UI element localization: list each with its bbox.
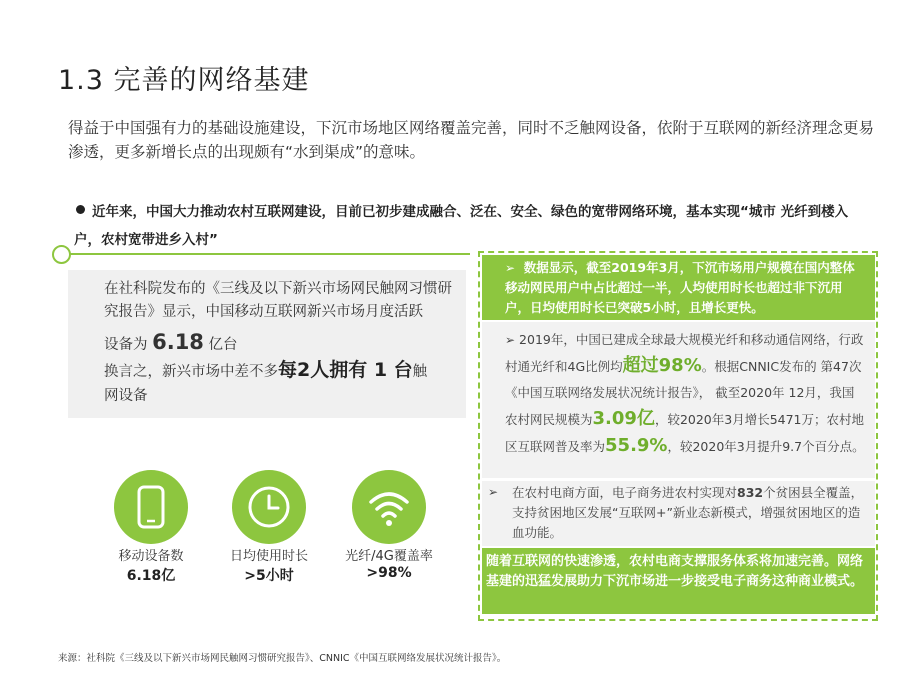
mobile-phone-icon xyxy=(114,470,188,544)
stat-ratio-line-end: 网设备 xyxy=(104,388,148,404)
panel-conclusion-text: 随着互联网的快速渗透，农村电商支撑服务体系将加速完善。网络基建的迅猛发展助力下沉市场进一步接受电子商务这种商业模式。 xyxy=(486,554,864,589)
divider-circle xyxy=(52,245,71,264)
icon-value-coverage: >98% xyxy=(366,565,412,581)
panel-top-text: ➢ 数据显示，截至2019年3月，下沉市场用户规模在国内整体移动网民用户中占比超过一半，人均使用时长也超过非下沉用户，日均使用时长已突破5小时，且增长更快。 xyxy=(505,260,855,315)
arrow-bullet-icon: ➢ xyxy=(505,333,516,347)
penetration-highlight: 55.9% xyxy=(605,435,668,456)
rural-users-highlight: 3.09亿 xyxy=(592,408,655,429)
intro-paragraph: 得益于中国强有力的基础设施建设，下沉市场地区网络覆盖完善，同时不乏触网设备，依附于互联网的新经济理念更易渗透，更多新增长点的出现颇有“水到渠成”的意味。 xyxy=(68,119,875,161)
divider-line xyxy=(70,253,470,255)
wifi-icon xyxy=(352,470,426,544)
device-count-value: 6.18 xyxy=(152,330,204,354)
icon-value-usage: >5小时 xyxy=(244,568,294,584)
bullet-text: 近年来，中国大力推动农村互联网建设，目前已初步建成融合、泛在、安全、绿色的宽带网络环境，基本实现“城市 光纤到楼入户，农村宽带进乡入村” xyxy=(74,204,849,248)
clock-icon xyxy=(232,470,306,544)
icon-label-coverage: 光纤/4G覆盖率 xyxy=(345,549,433,564)
stat-report-text: 在社科院发布的《三线及以下新兴市场网民触网习惯研究报告》显示，中国移动互联网新兴市场月度活跃 xyxy=(104,281,452,320)
icon-value-devices: 6.18亿 xyxy=(126,568,176,584)
page-title: 1.3 完善的网络基建 xyxy=(58,65,310,96)
ratio-highlight: 每2人拥有 1 台 xyxy=(278,359,413,381)
icon-label-devices: 移动设备数 xyxy=(118,549,184,564)
source-note: 来源：社科院《三线及以下新兴市场网民触网习惯研究报告》、CNNIC《中国互联网络发展状况统计报告》。 xyxy=(58,653,507,664)
stat-device-line: 设备为 6.18 亿台 xyxy=(104,330,238,354)
panel-ecommerce-text: 在农村电商方面，电子商务进农村实现对832个贫困县全覆盖，支持贫困地区发展“互联网+”新业态新模式，增强贫困地区的造血功能。 xyxy=(512,485,864,540)
panel-network-text: ➢ 2019年，中国已建成全球最大规模光纤和移动通信网络，行政村通光纤和4G比例均超过98%。根据CNNIC发布的 第47次《中国互联网络发展状况统计报告》， 截至2020年 12月，我国农村网民规模为3.09亿，较2020年3月增长5471万；农村地区互联网普及率为55.9%，较2020年3月提升9.7个百分点。 xyxy=(505,332,865,456)
stat-ratio-line: 换言之，新兴市场中差不多每2人拥有 1 台触 xyxy=(104,359,428,381)
arrow-bullet-icon: ➢ xyxy=(488,485,499,499)
arrow-bullet-icon: ➢ xyxy=(505,261,516,275)
coverage-highlight: 超过98% xyxy=(622,355,702,376)
icon-label-usage: 日均使用时长 xyxy=(229,549,308,564)
